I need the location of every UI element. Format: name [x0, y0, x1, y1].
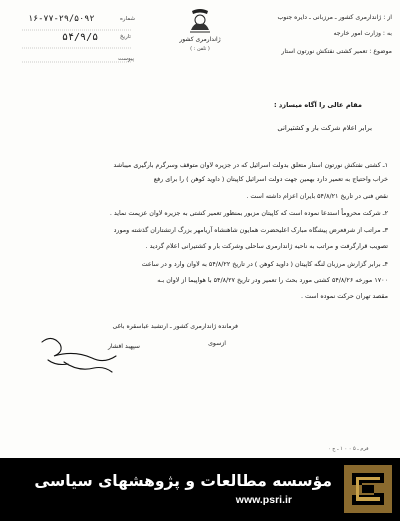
subject-line: موضوع : تعمیر کشتی نفتکش نورتون استار	[281, 48, 392, 55]
organization-name: ژاندارمری کشور	[179, 36, 221, 43]
institute-url[interactable]: www.psri.ir	[235, 494, 292, 506]
body-line: ۱۷۰۰ مورخه ۵۴/۸/۲۶ کشتی مورد بحث را تعمیر ودر تاریخ ۵۴/۸/۲۷ با هواپیما از لاوان بـه	[157, 277, 388, 284]
body-line: ۳ـ مراتب از شرفعرض پیشگاه مبارک اعلیحضرت همایون شاهنشاه آریامهر بزرگ ارتشتاران گذشته ومورد	[113, 227, 388, 234]
signatory-name: سپهبد افشار	[107, 343, 140, 350]
number-label: شماره	[120, 16, 136, 22]
attachment-label: پیوست	[118, 56, 135, 62]
body-line: مقصد تهران حرکت نموده است .	[301, 293, 388, 300]
sender-line: از : ژاندارمری کشور ـ مرزبانی ـ دایره جنوب	[277, 14, 392, 21]
body-line: نقص فنی در تاریخ ۵۴/۸/۲۱ بایران اعزام داشته است .	[246, 193, 388, 200]
recipient-line: برابر اعلام شرکت بار و کشتیرانی	[277, 124, 372, 132]
for-label: ازسوی	[208, 340, 226, 347]
body-line: تصویب قرارگرفت و مراتب به ناحیه ژاندارمری ساحلی وشرکت بار و کشتیرانی اعلام گردید .	[145, 243, 388, 250]
body-line: ۲ـ شرکت محروماً استدعا نموده است که کاپیتان مزبور بمنظور تعمیر کشتی به جزیره لاوان عزیمت نماید .	[109, 210, 388, 217]
institute-logo-icon	[342, 463, 394, 515]
organization-phone: ( تلفن : )	[190, 46, 210, 52]
body-line: ۴ـ برابر گزارش مرزبان لنگه کاپیتان ( داوید کوهن ) در تاریخ ۵۴/۸/۲۲ به لاوان وارد و در ساعت	[141, 261, 388, 268]
letter-date: ۵۴/۹/۵	[62, 32, 99, 43]
body-line: خراب واحتیاج به تعمیر دارد بهمین جهت دولت اسرائیل کاپیتان ( داوید کوهن ) را برای رفع	[153, 176, 388, 183]
date-label: تاریخ	[120, 34, 131, 40]
form-code: فرم ـ ۵ ۰ ۰ ۱ ـ ج ۰	[328, 446, 369, 452]
recipient-header-line: به : وزارت امور خارجه	[333, 30, 392, 37]
handwritten-signature	[34, 332, 124, 382]
lion-and-sun-emblem-icon	[186, 8, 214, 34]
institute-name: مؤسسه مطالعات و پژوهشهای سیاسی	[34, 472, 332, 490]
body-line: ۱ـ کشتی نفتکش نورتون استار متعلق بدولت اسرائیل که در جزیره لاوان متوقف وسرگرم بارگیری میباشد	[113, 162, 388, 169]
salutation: مقام عالی را آگاه میسازد :	[273, 101, 362, 109]
letter-number: ۱۶-۷۷-۲۹/۵۰۹۲	[28, 14, 95, 24]
signatory-title: فرمانده ژاندارمری کشور ـ ارتشبد عباسقره باغی	[112, 323, 238, 330]
header-rules	[20, 24, 140, 64]
